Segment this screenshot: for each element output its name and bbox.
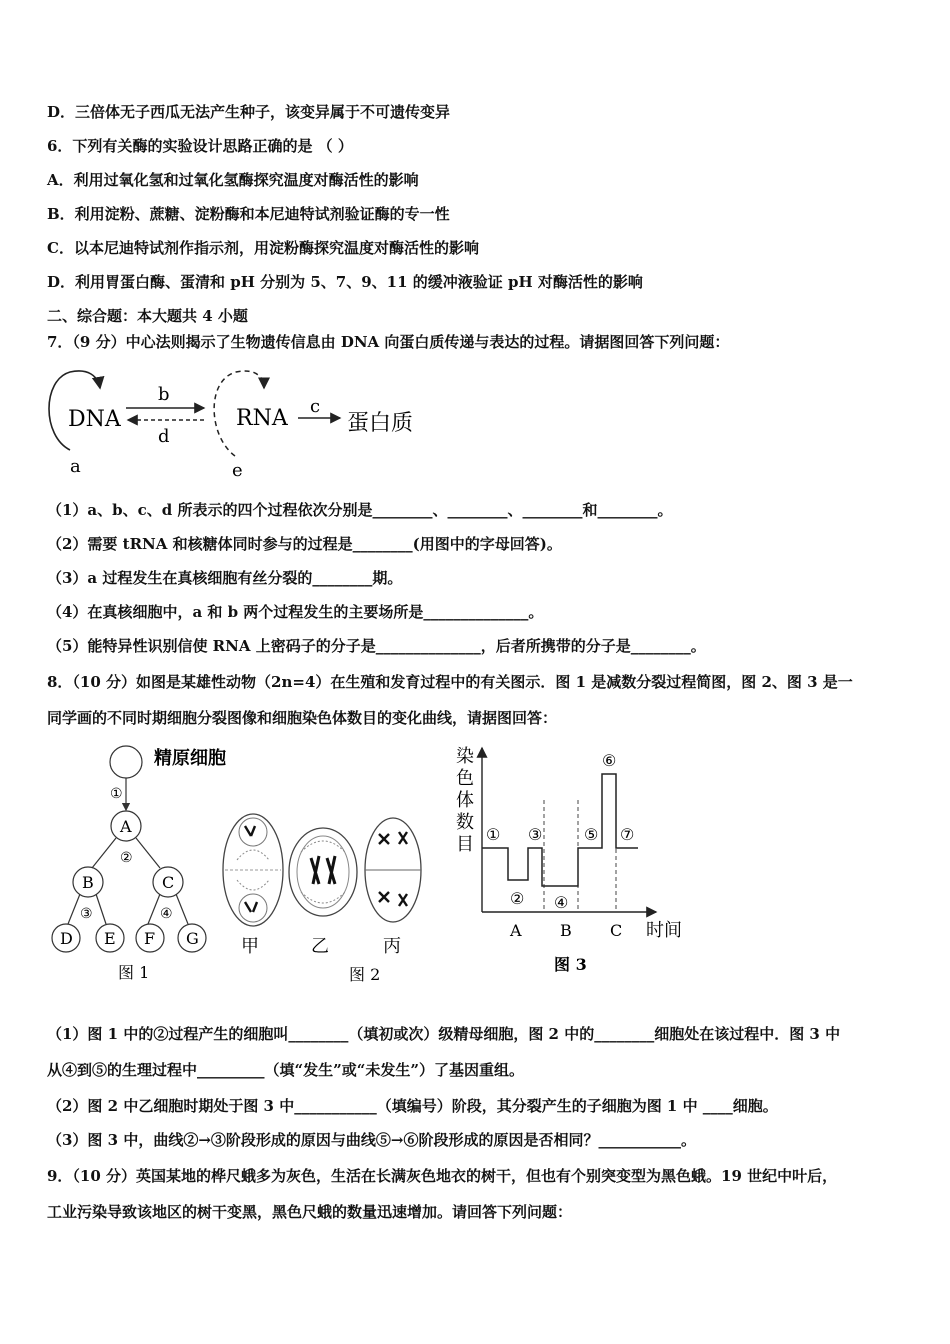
stage-1-label: ① bbox=[486, 825, 501, 844]
q8-part1-line1: （1）图 1 中的②过程产生的细胞叫________（填初或次）级精母细胞，图 2 中的________细胞处在该过程中．图 3 中 bbox=[47, 1025, 841, 1043]
process-a-label: a bbox=[70, 456, 81, 477]
q7-part3: （3）a 过程发生在真核细胞有丝分裂的________期。 bbox=[47, 569, 403, 587]
cell-f-label: F bbox=[144, 929, 156, 948]
stage-5-label: ⑤ bbox=[584, 825, 599, 844]
cell-e-label: E bbox=[104, 929, 116, 948]
tick-b-label: B bbox=[560, 921, 572, 940]
q7-part4: （4）在真核细胞中，a 和 b 两个过程发生的主要场所是______________。 bbox=[47, 603, 544, 621]
stage-7-label: ⑦ bbox=[620, 825, 635, 844]
figure-2-caption: 图 2 bbox=[349, 965, 381, 984]
stage-3-label: ③ bbox=[528, 825, 543, 844]
q7-part5: （5）能特异性识别信使 RNA 上密码子的分子是______________，后者所携带的分子是________。 bbox=[47, 637, 706, 655]
spermatogonium-label: 精原细胞 bbox=[154, 748, 226, 769]
q8-part1-line2: 从④到⑤的生理过程中_________（填“发生”或“未发生”）了基因重组。 bbox=[47, 1061, 525, 1079]
question-8-line2: 同学画的不同时期细胞分裂图像和细胞染色体数目的变化曲线，请据图回答： bbox=[47, 709, 558, 727]
question-6: 6．下列有关酶的实验设计思路正确的是 （ ） bbox=[47, 137, 353, 155]
step-3-label: ③ bbox=[80, 906, 93, 922]
cell-d-label: D bbox=[60, 929, 73, 948]
y-axis-label-4: 数 bbox=[456, 812, 474, 833]
figure-1-meiosis-tree bbox=[40, 740, 230, 990]
option-d-prev: D．三倍体无子西瓜无法产生种子，该变异属于不可遗传变异 bbox=[47, 103, 451, 121]
option-b: B．利用淀粉、蔗糖、淀粉酶和本尼迪特试剂验证酶的专一性 bbox=[47, 205, 450, 223]
y-axis-label-5: 目 bbox=[456, 834, 474, 855]
figure-1-caption: 图 1 bbox=[118, 963, 150, 982]
step-2-label: ② bbox=[120, 850, 133, 866]
q7-part2: （2）需要 tRNA 和核糖体同时参与的过程是________(用图中的字母回答)。 bbox=[47, 535, 562, 553]
stage-6-label: ⑥ bbox=[602, 751, 617, 770]
figure-2-cell-images bbox=[215, 800, 445, 990]
cell-jia-label: 甲 bbox=[241, 936, 259, 957]
cell-a-label: A bbox=[120, 817, 132, 836]
process-b-label: b bbox=[158, 384, 170, 405]
cell-bing-label: 丙 bbox=[383, 936, 401, 957]
step-4-label: ④ bbox=[160, 906, 173, 922]
question-8-line1: 8．（10 分）如图是某雄性动物（2n=4）在生殖和发育过程中的有关图示．图 1 是减数分裂过程简图，图 2、图 3 是一 bbox=[47, 673, 853, 691]
cell-g-label: G bbox=[186, 929, 199, 948]
cell-yi-label: 乙 bbox=[311, 936, 329, 957]
option-a: A．利用过氧化氢和过氧化氢酶探究温度对酶活性的影响 bbox=[47, 171, 419, 189]
cell-c-label: C bbox=[162, 873, 175, 892]
q8-part3: （3）图 3 中，曲线②→③阶段形成的原因与曲线⑤→⑥阶段形成的原因是否相同？___________。 bbox=[47, 1131, 696, 1149]
question-7: 7．（9 分）中心法则揭示了生物遗传信息由 DNA 向蛋白质传递与表达的过程。请据图回答下列问题： bbox=[47, 333, 730, 351]
process-c-label: c bbox=[310, 396, 321, 417]
cell-b-label: B bbox=[82, 873, 94, 892]
section-heading: 二、综合题：本大题共 4 小题 bbox=[47, 307, 248, 325]
rna-label: RNA bbox=[236, 406, 288, 431]
spermatogonium-cell bbox=[110, 746, 142, 778]
y-axis-label-2: 色 bbox=[456, 768, 474, 789]
process-e-label: e bbox=[232, 460, 243, 481]
chromosome-curve bbox=[482, 774, 638, 886]
central-dogma-diagram bbox=[40, 366, 440, 481]
tick-a-label: A bbox=[510, 921, 522, 940]
process-d-label: d bbox=[158, 426, 170, 447]
tick-c-label: C bbox=[610, 921, 623, 940]
figure-3-chromosome-curve bbox=[450, 740, 690, 980]
step-1-label: ① bbox=[110, 786, 123, 802]
question-9-line2: 工业污染导致该地区的树干变黑，黑色尺蛾的数量迅速增加。请回答下列问题： bbox=[47, 1203, 573, 1221]
x-axis-label: 时间 bbox=[646, 920, 682, 941]
option-d: D．利用胃蛋白酶、蛋清和 pH 分别为 5、7、9、11 的缓冲液验证 pH 对酶活性的影响 bbox=[47, 273, 643, 291]
figure-3-caption: 图 3 bbox=[554, 955, 587, 974]
stage-2-label: ② bbox=[510, 889, 525, 908]
stage-4-label: ④ bbox=[554, 893, 569, 912]
q7-part1: （1）a、b、c、d 所表示的四个过程依次分别是________、________、________和________。 bbox=[47, 501, 673, 519]
y-axis-label-1: 染 bbox=[456, 746, 474, 767]
y-axis-label-3: 体 bbox=[456, 790, 474, 811]
q8-part2: （2）图 2 中乙细胞时期处于图 3 中___________（填编号）阶段，其分裂产生的子细胞为图 1 中 ____细胞。 bbox=[47, 1097, 778, 1115]
dna-label: DNA bbox=[68, 407, 121, 432]
question-9-line1: 9．（10 分）英国某地的桦尺蛾多为灰色，生活在长满灰色地衣的树干，但也有个别突变型为黑色蛾。19 世纪中叶后， bbox=[47, 1167, 838, 1185]
option-c: C．以本尼迪特试剂作指示剂，用淀粉酶探究温度对酶活性的影响 bbox=[47, 239, 479, 257]
protein-label: 蛋白质 bbox=[347, 411, 414, 436]
